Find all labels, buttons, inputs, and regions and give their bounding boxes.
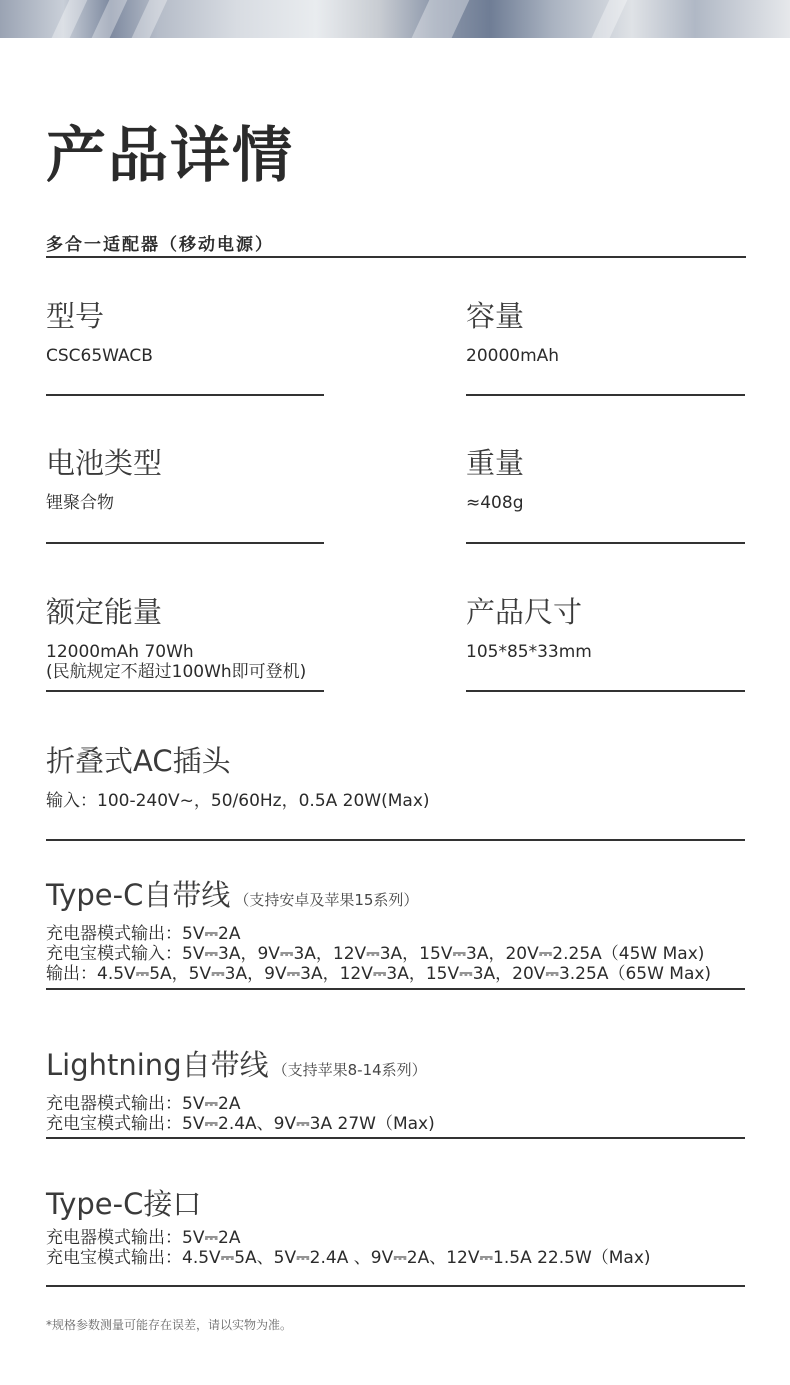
spec-line: 充电宝模式输出：4.5V⎓5A、5V⎓2.4A 、9V⎓2A、12V⎓1.5A 22.5W（Max) bbox=[46, 1248, 651, 1268]
spec-capacity bbox=[466, 298, 559, 366]
spec-value: ≈408g bbox=[466, 493, 524, 513]
section-title: Type-C自带线 bbox=[46, 878, 231, 912]
spec-line: 充电器模式输出：5V⎓2A bbox=[46, 1094, 241, 1114]
spec-line: 输入：100-240V~，50/60Hz，0.5A 20W(Max) bbox=[46, 791, 430, 811]
spec-line: 充电器模式输出：5V⎓2A bbox=[46, 1228, 241, 1248]
section-typec-port bbox=[46, 1186, 651, 1268]
spec-label: 型号 bbox=[46, 299, 105, 333]
divider bbox=[46, 394, 324, 396]
spec-label: 容量 bbox=[466, 299, 525, 333]
spec-line: 充电宝模式输入：5V⎓3A，9V⎓3A，12V⎓3A，15V⎓3A，20V⎓2.25A（45W Max) bbox=[46, 944, 705, 964]
spec-label: 额定能量 bbox=[46, 595, 163, 629]
footnote: *规格参数测量可能存在误差，请以实物为准。 bbox=[46, 1318, 293, 1332]
spec-line: 输出：4.5V⎓5A，5V⎓3A，9V⎓3A，12V⎓3A，15V⎓3A，20V⎓3.25A（65W Max) bbox=[46, 964, 712, 984]
section-lightning-cable bbox=[46, 1047, 435, 1134]
section-note: （支持苹果8-14系列） bbox=[272, 1061, 427, 1079]
spec-label: 重量 bbox=[466, 446, 525, 480]
divider bbox=[46, 988, 745, 990]
spec-value: 锂聚合物 bbox=[46, 493, 114, 513]
spec-value: 12000mAh 70Wh bbox=[46, 642, 194, 662]
product-subtitle: 多合一适配器（移动电源） bbox=[46, 235, 274, 255]
divider bbox=[466, 542, 745, 544]
spec-dimensions bbox=[466, 594, 592, 662]
spec-line: 充电器模式输出：5V⎓2A bbox=[46, 924, 241, 944]
section-note: （支持安卓及苹果15系列） bbox=[234, 891, 419, 909]
divider bbox=[46, 542, 324, 544]
divider bbox=[46, 690, 324, 692]
spec-line: 充电宝模式输出：5V⎓2.4A、9V⎓3A 27W（Max) bbox=[46, 1114, 435, 1134]
section-typec-cable bbox=[46, 877, 711, 984]
top-banner-image bbox=[0, 0, 790, 38]
spec-value: 105*85*33mm bbox=[466, 642, 592, 662]
spec-label: 产品尺寸 bbox=[466, 595, 583, 629]
section-label bbox=[46, 1047, 435, 1088]
spec-label: 电池类型 bbox=[46, 446, 163, 480]
divider bbox=[466, 394, 745, 396]
spec-rated-energy bbox=[46, 594, 306, 682]
page-title: 产品详情 bbox=[46, 121, 294, 191]
spec-value: CSC65WACB bbox=[46, 346, 153, 366]
spec-value-note: (民航规定不超过100Wh即可登机) bbox=[46, 662, 307, 682]
section-label bbox=[46, 877, 711, 918]
spec-weight bbox=[466, 445, 524, 513]
spec-battery-type bbox=[46, 445, 162, 513]
divider bbox=[466, 690, 745, 692]
divider bbox=[46, 1285, 745, 1287]
section-label: 折叠式AC插头 bbox=[46, 744, 231, 778]
divider bbox=[46, 839, 745, 841]
divider bbox=[46, 1137, 745, 1139]
spec-model bbox=[46, 298, 153, 366]
section-label: Type-C接口 bbox=[46, 1187, 202, 1221]
divider bbox=[46, 256, 746, 258]
section-ac-plug bbox=[46, 743, 430, 811]
spec-value: 20000mAh bbox=[466, 346, 560, 366]
section-title: Lightning自带线 bbox=[46, 1048, 269, 1082]
